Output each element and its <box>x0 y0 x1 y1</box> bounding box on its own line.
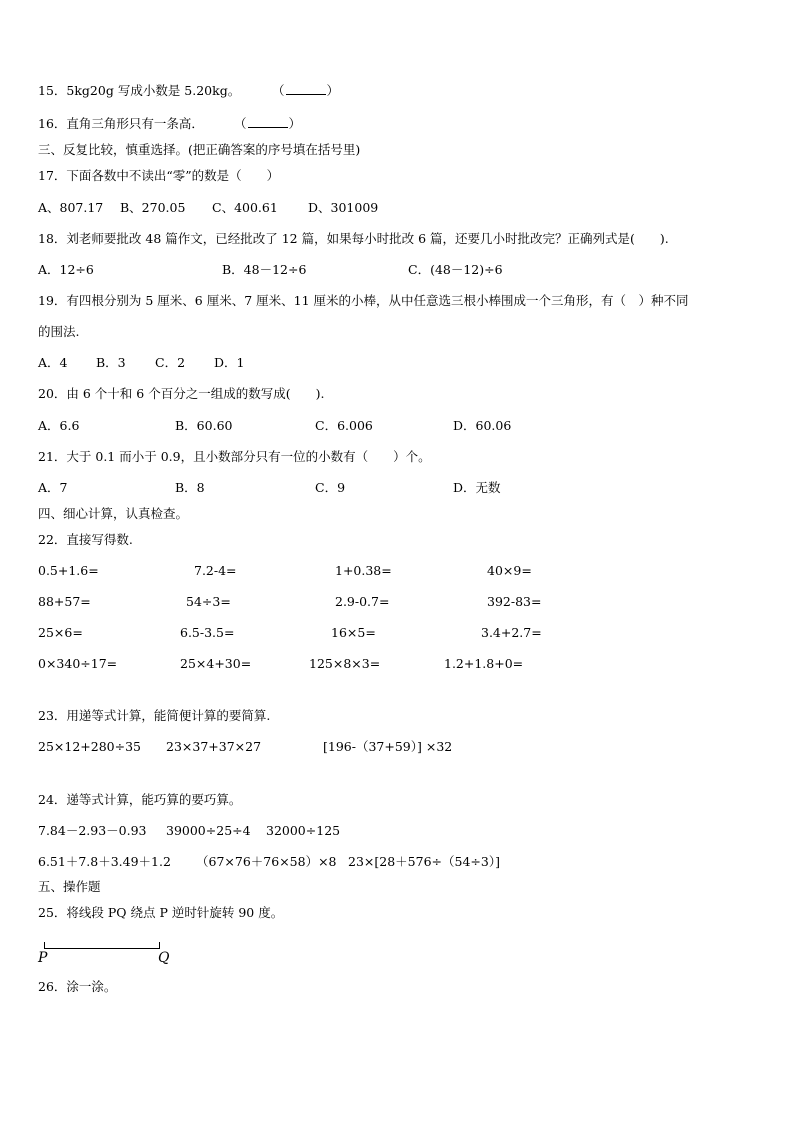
segment-pq <box>44 948 160 949</box>
question-21-text: 21．大于 0.1 而小于 0.9，且小数部分只有一位的小数有（ ）个。 <box>38 449 431 464</box>
segment-p-tick <box>44 942 45 949</box>
question-18-text: 18．刘老师要批改 48 篇作文，已经批改了 12 篇，如果每小时批改 6 篇，还要几小时批改完？正确列式是( ). <box>38 231 669 246</box>
q18-option-b: B．48－12÷6 <box>222 262 307 277</box>
q24-item: 39000÷25÷4 <box>166 823 251 838</box>
q21-option-d: D．无数 <box>453 480 501 495</box>
q19-option-c: C．2 <box>155 355 186 370</box>
q24-item: 6.51＋7.8＋3.49＋1.2 <box>38 854 171 869</box>
question-15-text: 15．5kg20g 写成小数是 5.20kg。 <box>38 83 241 98</box>
question-23-text: 23．用递等式计算，能简便计算的要简算. <box>38 708 271 723</box>
question-16-text: 16．直角三角形只有一条高． <box>38 116 204 131</box>
calc-cell: 0×340÷17= <box>38 656 118 671</box>
q17-option-d: D、301009 <box>308 200 379 215</box>
question-15-answer-paren: （ ） <box>272 83 340 98</box>
segment-q-tick <box>159 942 160 949</box>
answer-blank-16[interactable] <box>248 116 288 128</box>
q24-item: 32000÷125 <box>266 823 341 838</box>
calc-cell: 40×9= <box>487 563 532 578</box>
question-17-text: 17．下面各数中不读出“零”的数是（ ） <box>38 168 280 183</box>
question-26-text: 26．涂一涂。 <box>38 979 117 994</box>
q20-option-a: A．6.6 <box>38 418 80 433</box>
calc-cell: 6.5-3.5= <box>180 625 235 640</box>
q21-option-a: A．7 <box>38 480 68 495</box>
calc-cell: 54÷3= <box>186 594 231 609</box>
q19-option-d: D．1 <box>214 355 245 370</box>
q19-option-a: A．4 <box>38 355 68 370</box>
q17-option-c: C、400.61 <box>212 200 278 215</box>
q24-item: 23×[28＋576÷（54÷3）] <box>348 854 500 869</box>
calc-cell: 88+57= <box>38 594 91 609</box>
question-15 <box>38 83 240 99</box>
q21-option-c: C．9 <box>315 480 346 495</box>
calc-cell: 0.5+1.6= <box>38 563 99 578</box>
question-20-text: 20．由 6 个十和 6 个百分之一组成的数写成( ). <box>38 386 325 401</box>
calc-cell: 1.2+1.8+0= <box>444 656 524 671</box>
q24-item: （67×76＋76×58）×8 <box>196 854 337 869</box>
question-19-line-2: 的围法. <box>38 324 80 339</box>
section-4-heading: 四、细心计算，认真检查。 <box>38 506 189 521</box>
point-p-label: P <box>38 950 48 966</box>
section-3-heading: 三、反复比较，慎重选择。(把正确答案的序号填在括号里) <box>38 142 361 157</box>
q17-option-b: B、270.05 <box>120 200 186 215</box>
question-24-text: 24．递等式计算，能巧算的要巧算。 <box>38 792 242 807</box>
question-16 <box>38 116 204 132</box>
calc-cell: 7.2-4= <box>194 563 237 578</box>
question-25-text: 25．将线段 PQ 绕点 P 逆时针旋转 90 度。 <box>38 905 284 920</box>
calc-cell: 2.9-0.7= <box>335 594 390 609</box>
q23-item: 25×12+280÷35 <box>38 739 141 754</box>
point-q-label: Q <box>158 950 170 966</box>
calc-cell: 125×8×3= <box>309 656 381 671</box>
calc-cell: 25×4+30= <box>180 656 252 671</box>
q20-option-d: D．60.06 <box>453 418 512 433</box>
calc-cell: 3.4+2.7= <box>481 625 542 640</box>
q18-option-a: A．12÷6 <box>38 262 94 277</box>
q23-item: 23×37+37×27 <box>166 739 262 754</box>
answer-blank-15[interactable] <box>286 83 326 95</box>
calc-cell: 25×6= <box>38 625 83 640</box>
q17-option-a: A、807.17 <box>38 200 104 215</box>
calc-cell: 1+0.38= <box>335 563 392 578</box>
calc-cell: 392-83= <box>487 594 542 609</box>
question-19-line-1: 19．有四根分别为 5 厘米、6 厘米、7 厘米、11 厘米的小棒，从中任意选三根小棒围成一个三角形，有（ ）种不同 <box>38 293 689 308</box>
q18-option-c: C．(48－12)÷6 <box>408 262 503 277</box>
q20-option-c: C．6.006 <box>315 418 373 433</box>
q20-option-b: B．60.60 <box>175 418 233 433</box>
q23-item: [196-（37+59）] ×32 <box>323 739 453 754</box>
question-16-answer-paren: （ ） <box>234 116 302 131</box>
section-5-heading: 五、操作题 <box>38 879 101 894</box>
q24-item: 7.84－2.93－0.93 <box>38 823 147 838</box>
calc-cell: 16×5= <box>331 625 376 640</box>
q21-option-b: B．8 <box>175 480 205 495</box>
q19-option-b: B．3 <box>96 355 126 370</box>
question-22-text: 22．直接写得数. <box>38 532 133 547</box>
